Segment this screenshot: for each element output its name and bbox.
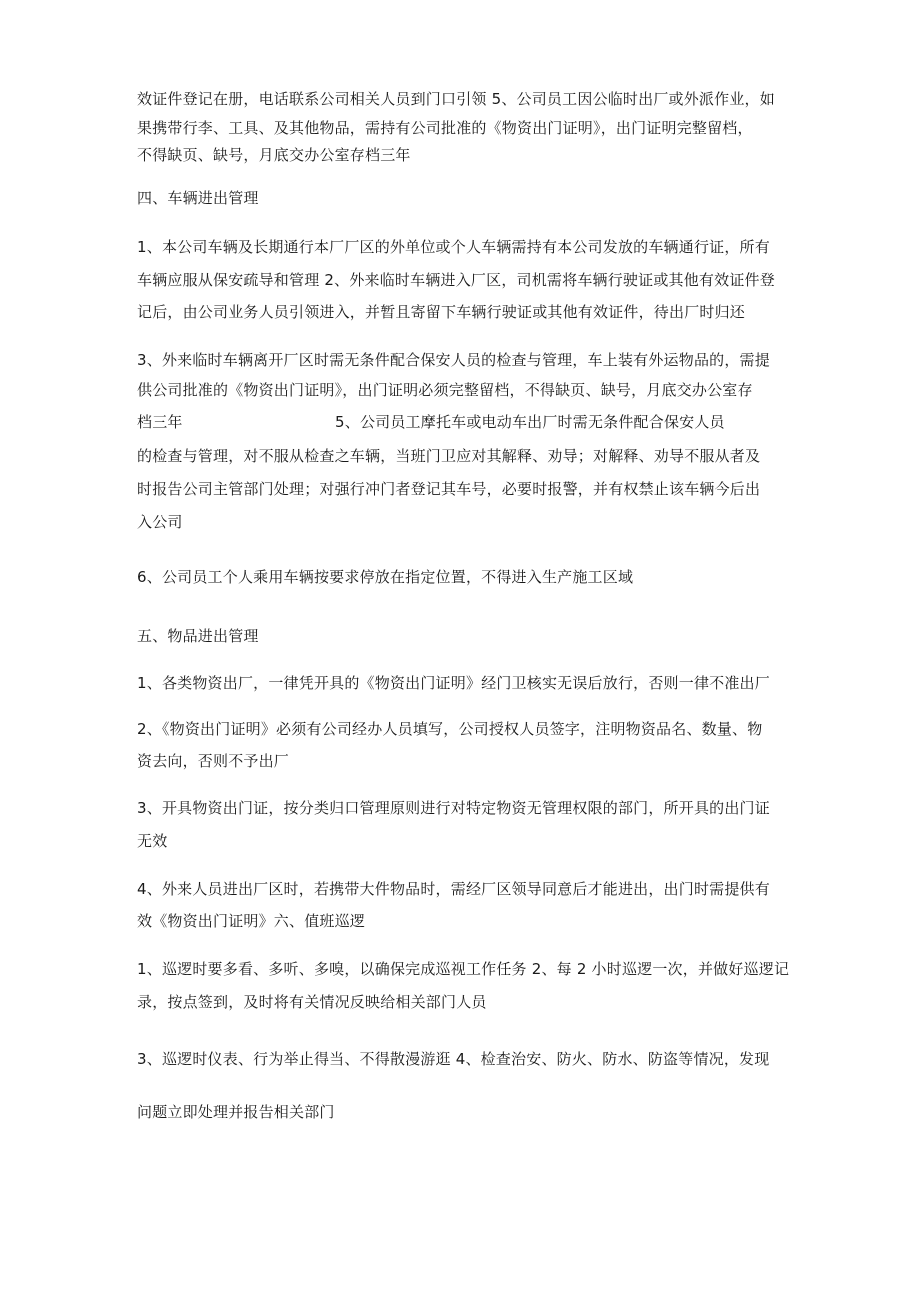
text-line: 录，按点签到，及时将有关情况反映给相关部门人员 [137, 993, 487, 1011]
text-line: 1、本公司车辆及长期通行本厂厂区的外单位或个人车辆需持有本公司发放的车辆通行证，所有 [137, 238, 770, 256]
text-line: 记后，由公司业务人员引领进入，并暂且寄留下车辆行驶证或其他有效证件，待出厂时归还 [137, 303, 746, 321]
text-line: 效《物资出门证明》六、值班巡逻 [137, 912, 366, 930]
section-heading: 五、物品进出管理 [137, 627, 259, 645]
text-line: 果携带行李、工具、及其他物品，需持有公司批准的《物资出门证明》，出门证明完整留档， [137, 119, 753, 137]
text-line: 1、巡逻时要多看、多听、多嗅，以确保完成巡视工作任务 2、每 2 小时巡逻一次，并做好巡逻记 [137, 960, 790, 978]
text-line: 的检查与管理，对不服从检查之车辆，当班门卫应对其解释、劝导；对解释、劝导不服从者及 [137, 447, 761, 465]
text-line: 3、巡逻时仪表、行为举止得当、不得散漫游逛 4、检查治安、防火、防水、防盗等情况，发现 [137, 1050, 770, 1068]
text-line: 供公司批准的《物资出门证明》，出门证明必须完整留档，不得缺页、缺号，月底交办公室存 [137, 381, 753, 399]
text-line: 无效 [137, 832, 168, 850]
text-line: 不得缺页、缺号，月底交办公室存档三年 [137, 146, 411, 164]
text-line: 效证件登记在册，电话联系公司相关人员到门口引领 5、公司员工因公临时出厂或外派作业，如 [137, 90, 775, 108]
text-line: 3、开具物资出门证，按分类归口管理原则进行对特定物资无管理权限的部门，所开具的出门证 [137, 799, 770, 817]
text-line: 4、外来人员进出厂区时，若携带大件物品时，需经厂区领导同意后才能进出，出门时需提供有 [137, 880, 770, 898]
text-line: 3、外来临时车辆离开厂区时需无条件配合保安人员的检查与管理，车上装有外运物品的，需提 [137, 351, 770, 369]
text-line: 问题立即处理并报告相关部门 [137, 1103, 335, 1121]
text-line: 入公司 [137, 513, 183, 531]
text-line: 车辆应服从保安疏导和管理 2、外来临时车辆进入厂区，司机需将车辆行驶证或其他有效证件登 [137, 271, 775, 289]
text-line: 资去向，否则不予出厂 [137, 752, 290, 770]
text-line: 5、公司员工摩托车或电动车出厂时需无条件配合保安人员 [335, 413, 725, 431]
text-line: 档三年 [137, 413, 183, 431]
section-heading: 四、车辆进出管理 [137, 189, 259, 207]
text-line: 时报告公司主管部门处理；对强行冲门者登记其车号，必要时报警，并有权禁止该车辆今后出 [137, 480, 761, 498]
text-line: 2、《物资出门证明》必须有公司经办人员填写，公司授权人员签字，注明物资品名、数量、物 [137, 720, 763, 738]
text-line: 1、各类物资出厂，一律凭开具的《物资出门证明》经门卫核实无误后放行，否则一律不准出厂 [137, 674, 770, 692]
text-line: 6、公司员工个人乘用车辆按要求停放在指定位置，不得进入生产施工区域 [137, 568, 634, 586]
